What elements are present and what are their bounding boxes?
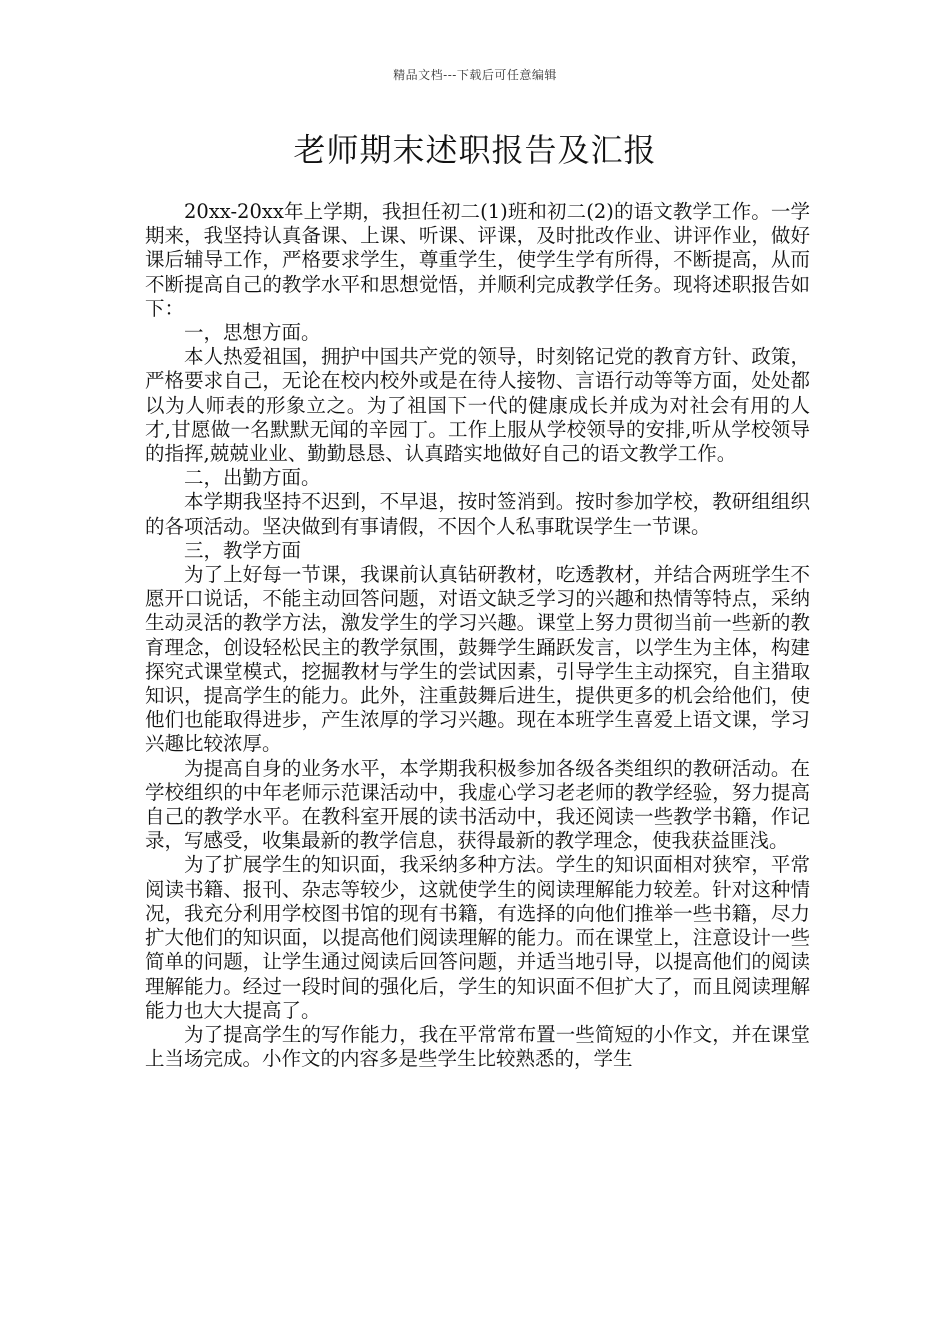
section-heading-ideology: 一，思想方面。 [184, 321, 321, 345]
document-body [145, 200, 810, 1071]
paragraph-attendance: 本学期我坚持不迟到，不早退，按时签消到。按时参加学校，教研组组织的各项活动。坚决做到有事请假，不因个人私事耽误学生一节课。 [145, 490, 810, 538]
paragraph-professional-development: 为提高自身的业务水平，本学期我积极参加各级各类组织的教研活动。在学校组织的中年老师示范课活动中，我虚心学习老老师的教学经验，努力提高自己的教学水平。在教科室开展的读书活动中，我还阅读一些教学书籍，作记录，写感受，收集最新的教学信息，获得最新的教学理念，使我获益匪浅。 [145, 756, 810, 853]
paragraph-teaching-methods: 为了上好每一节课，我课前认真钻研教材，吃透教材，并结合两班学生不愿开口说话，不能主动回答问题，对语文缺乏学习的兴趣和热情等特点，采纳生动灵活的教学方法，激发学生的学习兴趣。课堂上努力贯彻当前一些新的教育理念，创设轻松民主的教学氛围，鼓舞学生踊跃发言，以学生为主体，构建探究式课堂模式，挖掘教材与学生的尝试因素，引导学生主动探究，自主猎取知识，提高学生的能力。此外，注重鼓舞后进生，提供更多的机会给他们，使他们也能取得进步，产生浓厚的学习兴趣。现在本班学生喜爱上语文课，学习兴趣比较浓厚。 [145, 563, 810, 756]
paragraph-writing-ability: 为了提高学生的写作能力，我在平常常布置一些简短的小作文，并在课堂上当场完成。小作文的内容多是些学生比较熟悉的，学生 [145, 1022, 810, 1071]
section-heading-attendance: 二，出勤方面。 [184, 466, 321, 490]
paragraph-knowledge-expansion: 为了扩展学生的知识面，我采纳多种方法。学生的知识面相对狭窄，平常阅读书籍、报刊、杂志等较少，这就使学生的阅读理解能力较差。针对这种情况，我充分利用学校图书馆的现有书籍，有选择的向他们推举一些书籍，尽力扩大他们的知识面，以提高他们阅读理解的能力。而在课堂上，注意设计一些简单的问题，让学生通过阅读后回答问题，并适当地引导，以提高他们的阅读理解能力。经过一段时间的强化后，学生的知识面不但扩大了，而且阅读理解能力也大大提高了。 [145, 853, 810, 1022]
page-header-note: 精品文档---下载后可任意编辑 [393, 68, 557, 82]
document-title: 老师期末述职报告及汇报 [293, 131, 657, 169]
section-heading-teaching: 三，教学方面 [184, 538, 302, 562]
paragraph-intro: 20xx-20xx年上学期，我担任初二(1)班和初二(2)的语文教学工作。一学期来，我坚持认真备课、上课、听课、评课，及时批改作业、讲评作业，做好课后辅导工作，严格要求学生，尊重学生，使学生学有所得，不断提高，从而不断提高自己的教学水平和思想觉悟，并顺利完成教学任务。现将述职报告如下： [145, 200, 810, 320]
paragraph-ideology: 本人热爱祖国，拥护中国共产党的领导，时刻铭记党的教育方针、政策，严格要求自己，无论在校内校外或是在待人接物、言语行动等等方面，处处都以为人师表的形象立之。为了祖国下一代的健康成长并成为对社会有用的人才,甘愿做一名默默无闻的辛园丁。工作上服从学校领导的安排,听从学校领导的指挥,兢兢业业、勤勤恳恳、认真踏实地做好自己的语文教学工作。 [145, 345, 810, 466]
